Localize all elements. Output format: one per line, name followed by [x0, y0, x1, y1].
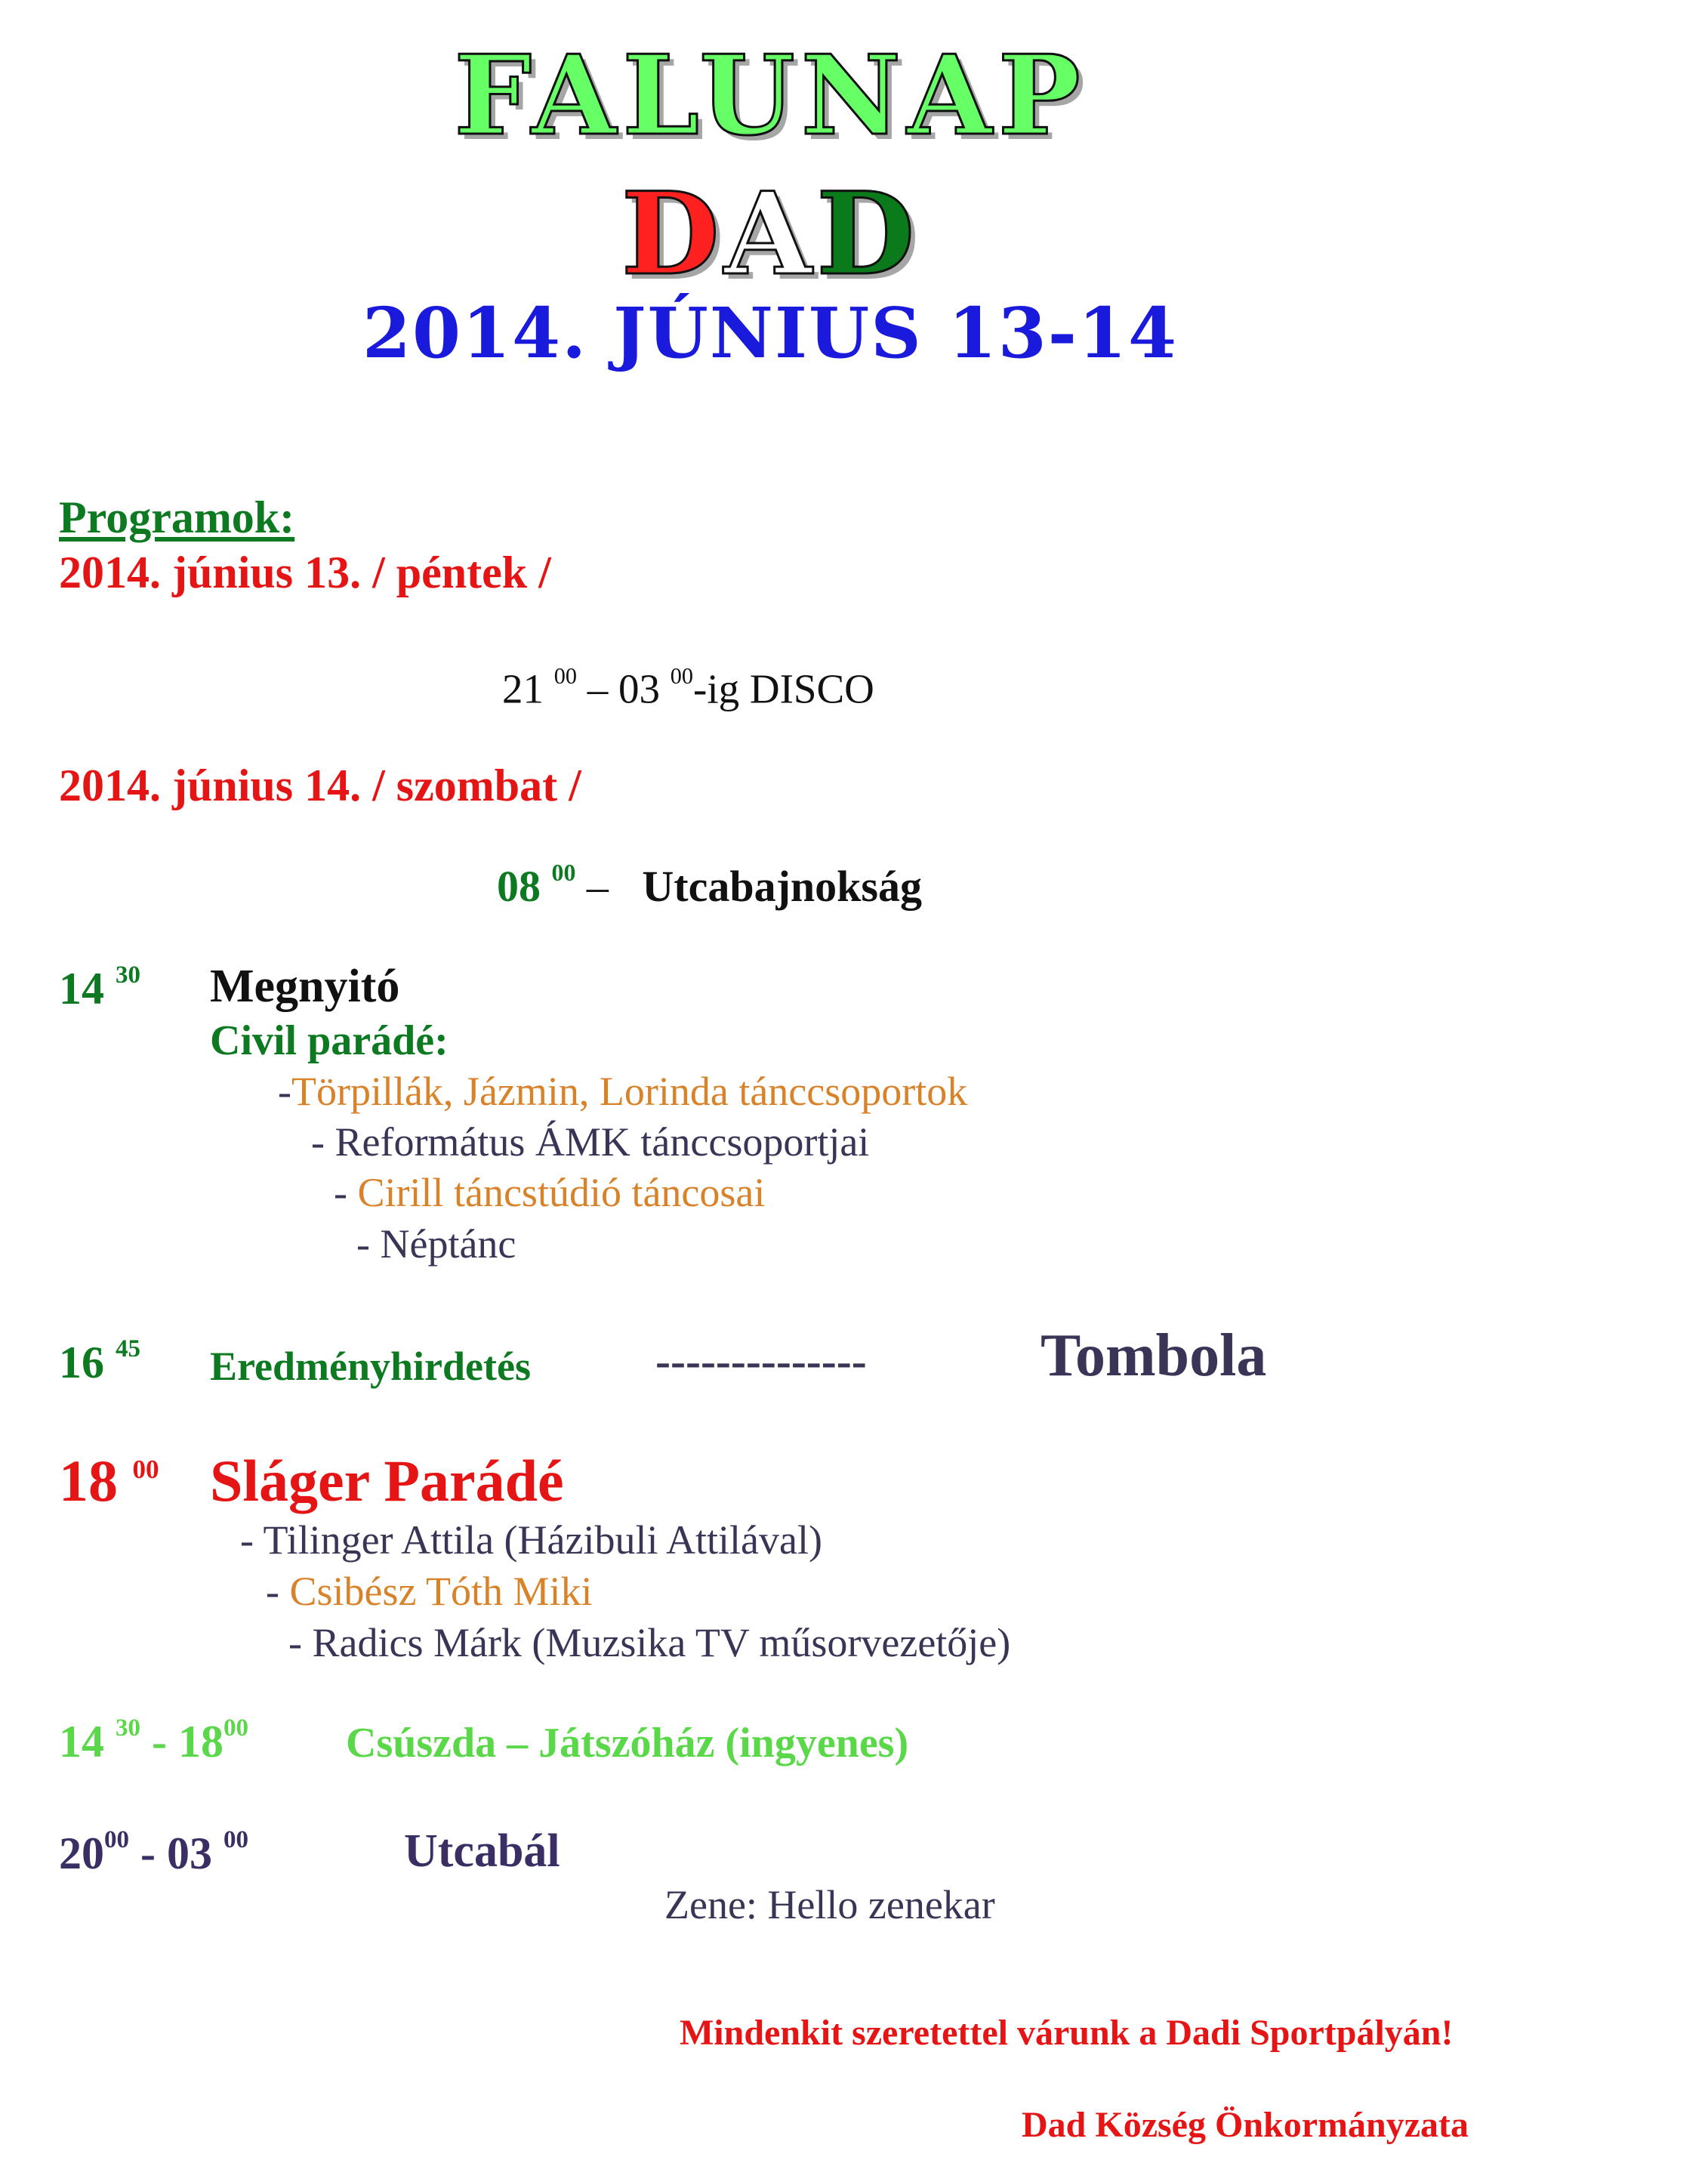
slager-min: 00: [132, 1455, 159, 1485]
civil-item: -Törpillák, Jázmin, Lorinda tánccsoportok: [278, 1069, 968, 1114]
village-letter-1: D: [621, 168, 724, 301]
street-champ-label: Utcabajnokság: [642, 862, 922, 912]
organizer-signature: Dad Község Önkormányzata: [1022, 2105, 1469, 2145]
street-champ-hour: 08: [497, 862, 541, 912]
day2-heading: 2014. június 14. / szombat /: [59, 761, 581, 810]
event-title: FALUNAP: [454, 32, 1087, 160]
day1-heading: 2014. június 13. / péntek /: [59, 548, 551, 597]
results-min: 45: [116, 1335, 140, 1362]
disco-label: -ig DISCO: [693, 665, 874, 712]
disco-end-hour: 03: [618, 665, 660, 712]
slide-time: [59, 1714, 248, 1767]
slager-title: Sláger Parádé: [210, 1448, 564, 1514]
disco-row: [502, 665, 874, 710]
street-champ-min: 00: [551, 859, 576, 886]
slager-time: [59, 1448, 159, 1514]
ball-start-min: 00: [104, 1826, 129, 1853]
disco-start-hour: 21: [502, 665, 544, 712]
village-letter-3: D: [816, 168, 920, 301]
ball-end-min: 00: [223, 1826, 248, 1853]
programs-heading: Programok:: [59, 492, 295, 542]
music-label: Zene: Hello zenekar: [664, 1882, 995, 1927]
slager-item: - Tilinger Attila (Házibuli Attilával): [240, 1517, 822, 1563]
opening-title: Megnyitó: [210, 961, 400, 1012]
village-name: [0, 168, 1540, 301]
tombola-label: Tombola: [1041, 1322, 1267, 1389]
opening-min: 30: [116, 961, 140, 989]
disco-end-min: 00: [670, 663, 693, 689]
slager-item: - Radics Márk (Muzsika TV műsorvezetője): [288, 1620, 1011, 1665]
village-letter-2: A: [723, 168, 817, 301]
slide-label: Csúszda – Játszóház (ingyenes): [346, 1720, 909, 1767]
civil-item: - Cirill táncstúdió táncosai: [334, 1170, 766, 1215]
slide-end-min: 00: [223, 1714, 248, 1742]
opening-time: [59, 961, 140, 1014]
street-champ-dash: –: [575, 862, 609, 912]
street-ball-time: [59, 1826, 248, 1879]
slide-start-min: 30: [116, 1714, 140, 1742]
event-date: 2014. JÚNIUS 13-14: [362, 292, 1178, 374]
ball-start-hour: 20: [59, 1828, 104, 1879]
civil-item: - Református ÁMK tánccsoportjai: [311, 1119, 870, 1165]
results-title: Eredményhirdetés: [210, 1344, 531, 1389]
results-dashes: --------------: [655, 1336, 867, 1386]
results-time: [59, 1335, 140, 1388]
civil-item: - Néptánc: [356, 1221, 516, 1267]
results-hour: 16: [59, 1338, 104, 1388]
street-championship-row: [497, 859, 922, 912]
slager-item: - Csibész Tóth Miki: [266, 1569, 593, 1614]
slide-end-hour: 18: [177, 1717, 224, 1767]
opening-hour: 14: [59, 964, 104, 1014]
ball-sep: -: [129, 1828, 167, 1879]
slide-start-hour: 14: [59, 1717, 104, 1767]
slide-sep: -: [140, 1717, 178, 1767]
street-ball-title: Utcabál: [404, 1825, 560, 1877]
disco-sep: –: [577, 665, 618, 712]
slager-hour: 18: [59, 1448, 118, 1514]
ball-end-hour: 03: [166, 1828, 212, 1879]
disco-start-min: 00: [553, 663, 577, 689]
welcome-message: Mindenkit szeretettel várunk a Dadi Sportpályán!: [680, 2013, 1454, 2053]
civil-parade-label: Civil parádé:: [210, 1017, 449, 1064]
